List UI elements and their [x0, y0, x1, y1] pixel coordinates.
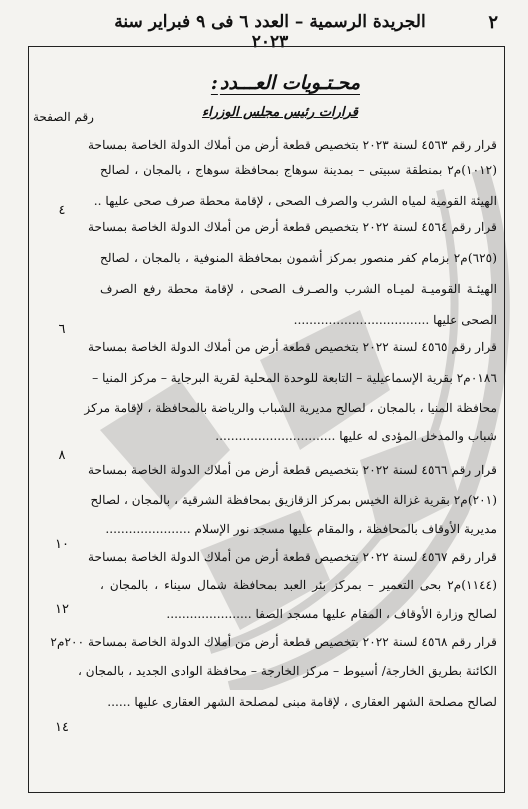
toc-entry-line: الهيئـة القوميـة لميـاه الشرب والصـرف الصحى ، لإقامة محطة رفع الصرف: [100, 282, 497, 296]
toc-title-colon: :: [210, 72, 218, 94]
toc-title: [211, 72, 360, 94]
toc-entry-line: الهيئة القومية لمياه الشرب والصرف الصحى ، لإقامة محطة صرف صحى عليها ..: [93, 194, 497, 208]
toc-entry-line: الصحى عليها ...................................: [293, 313, 497, 327]
toc-entry-line: قرار رقم ٤٥٦٤ لسنة ٢٠٢٢ بتخصيص قطعة أرض من أملاك الدولة الخاصة بمساحة: [88, 220, 497, 234]
toc-entry-line: ٠١٨٦م٢ بقرية الإسماعيلية – التابعة للوحدة المحلية لقرية البرجاية – مركز المنيا –: [92, 371, 497, 385]
content-frame: [28, 46, 505, 793]
toc-entry-page-number: ٨: [58, 448, 66, 463]
page-header: [0, 8, 528, 52]
toc-entry-line: (٢٠١)م٢ بقرية غزالة الخيس بمركز الزقازيق بمحافظة الشرقية ، بالمجان ، لصالح: [90, 493, 497, 507]
toc-entry-page-number: ١٢: [55, 602, 69, 617]
toc-entry-page-number: ١٤: [55, 720, 69, 735]
toc-title-text: محـتـويات العـــدد: [219, 72, 360, 94]
toc-entry-line: (١٠١٢)م٢ بمنطقة سبيتى – بمدينة سوهاج بمحافظة سوهاج ، بالمجان ، لصالح: [100, 163, 497, 177]
toc-entry-page-number: ٦: [58, 322, 66, 337]
toc-entry-line: مديرية الأوقاف بالمحافظة ، والمقام عليها مسجد نور الإسلام ......................: [105, 522, 497, 536]
toc-entry-line: قرار رقم ٤٥٦٧ لسنة ٢٠٢٢ بتخصيص قطعة أرض من أملاك الدولة الخاصة بمساحة: [88, 550, 497, 564]
toc-entry-line: قرار رقم ٤٥٦٥ لسنة ٢٠٢٢ بتخصيص قطعة أرض من أملاك الدولة الخاصة بمساحة: [88, 340, 497, 354]
header-page-number: ٢: [488, 12, 498, 33]
toc-entry-line: قرار رقم ٤٥٦٣ لسنة ٢٠٢٣ بتخصيص قطعة أرض من أملاك الدولة الخاصة بمساحة: [88, 138, 497, 152]
header-title: الجريدة الرسمية – العدد ٦ فى ٩ فبراير سنة ٢٠٢٣: [114, 12, 426, 52]
toc-entry-page-number: ٤: [58, 203, 66, 218]
toc-entry-line: (٦٢٥)م٢ بزمام كفر منصور بمركز أشمون بمحافظة المنوفية ، بالمجان ، لصالح: [100, 251, 497, 265]
toc-entry-line: شباب والمدخل المؤدى له عليها ...............................: [215, 429, 497, 443]
toc-entry-line: قرار رقم ٤٥٦٨ لسنة ٢٠٢٢ بتخصيص قطعة أرض من أملاك الدولة الخاصة بمساحة ٢٠٠م٢: [50, 635, 497, 649]
toc-entry-line: قرار رقم ٤٥٦٦ لسنة ٢٠٢٢ بتخصيص قطعة أرض من أملاك الدولة الخاصة بمساحة: [88, 463, 497, 477]
toc-entry-line: الكائنة بطريق الخارجة/ أسيوط – مركز الخارجة – محافظة الوادى الجديد ، بالمجان ،: [78, 664, 497, 678]
toc-entry-line: لصالح مصلحة الشهر العقارى ، لإقامة مبنى لمصلحة الشهر العقارى عليها ......: [107, 695, 497, 709]
toc-entry-line: (١١٤٤)م٢ بحى التعمير – بمركز بئر العبد بمحافظة شمال سيناء ، بالمجان ،: [100, 578, 497, 592]
page-column-label: رقم الصفحة: [33, 110, 94, 124]
toc-entry-line: لصالح وزارة الأوقاف ، المقام عليها مسجد الصفا ......................: [166, 607, 497, 621]
section-heading: قرارات رئيس مجلس الوزراء: [202, 105, 358, 120]
toc-entry-line: محافظة المنيا ، بالمجان ، لصالح مديرية الشباب والرياضة بالمحافظة ، لإقامة مركز: [84, 401, 497, 415]
toc-entry-page-number: ١٠: [55, 537, 69, 552]
